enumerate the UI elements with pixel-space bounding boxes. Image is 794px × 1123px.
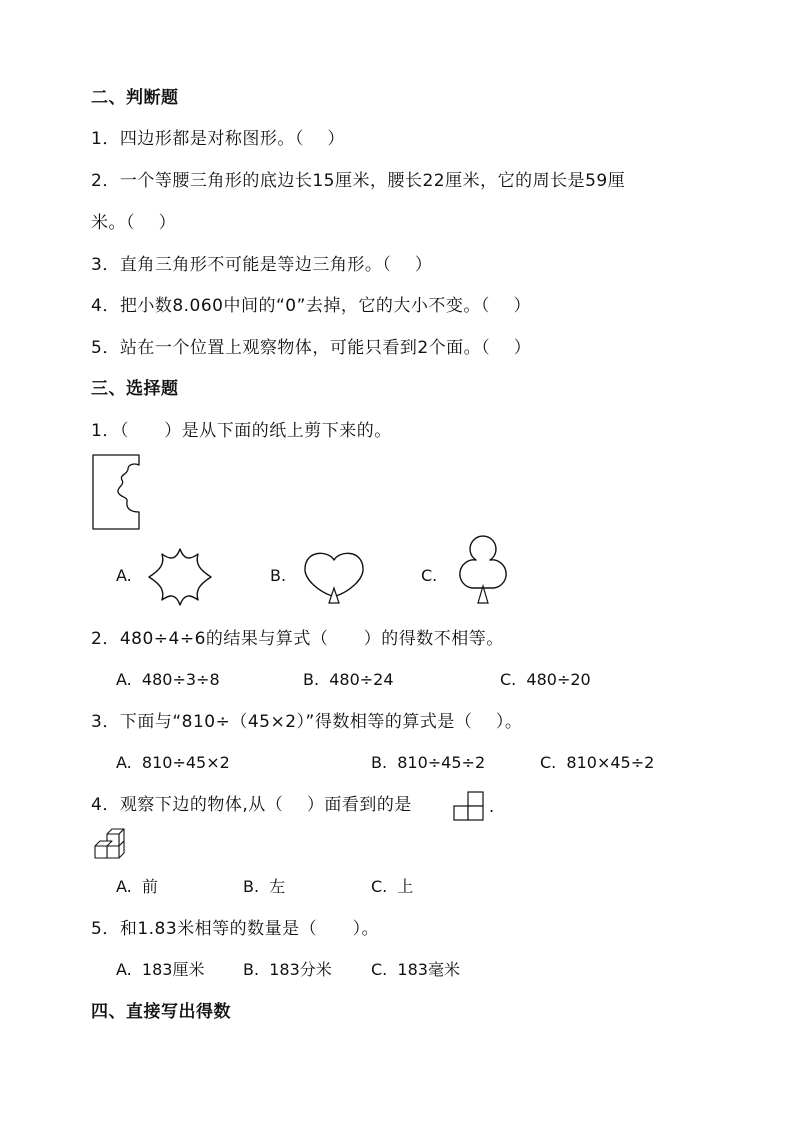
spade-heart-shape: [302, 548, 366, 606]
judge-item-4: 4．把小数8.060中间的“0”去掉，它的大小不变。（ ）: [91, 296, 532, 316]
paper-cutout-figure: [92, 454, 142, 530]
choice-q1-option-a[interactable]: A.: [116, 566, 132, 585]
choice-q4-stem-period: .: [489, 797, 495, 816]
choice-q3-option-b[interactable]: B. 810÷45÷2: [371, 753, 486, 772]
choice-q4-option-c[interactable]: C. 上: [371, 877, 414, 896]
judge-item-2: 2．一个等腰三角形的底边长15厘米，腰长22厘米，它的周长是59厘: [91, 171, 626, 191]
judge-item-1: 1．四边形都是对称图形。（ ）: [91, 129, 345, 149]
choice-q2-stem: 2．480÷4÷6的结果与算式（ ）的得数不相等。: [91, 629, 504, 649]
choice-q3-option-a[interactable]: A. 810÷45×2: [116, 753, 230, 772]
stacked-cubes-figure: [90, 828, 126, 862]
choice-q1-option-b[interactable]: B.: [270, 566, 287, 585]
choice-q1-stem: 1．（ ）是从下面的纸上剪下来的。: [91, 421, 392, 441]
six-point-star-shape: [146, 546, 214, 608]
choice-q2-option-c[interactable]: C. 480÷20: [500, 670, 591, 689]
choice-q5-option-a[interactable]: A. 183厘米: [116, 960, 205, 979]
section-heading-judge: 二、判断题: [91, 88, 179, 108]
club-clover-shape: [452, 542, 514, 608]
choice-q2-option-a[interactable]: A. 480÷3÷8: [116, 670, 220, 689]
judge-item-2-continued: 米。（ ）: [91, 213, 177, 233]
choice-q5-stem: 5．和1.83米相等的数量是（ ）。: [91, 919, 380, 939]
section-heading-calc: 四、直接写出得数: [91, 1002, 231, 1022]
choice-q5-option-b[interactable]: B. 183分米: [243, 960, 332, 979]
choice-q4-stem: 4．观察下边的物体,从（ ）面看到的是: [91, 795, 412, 815]
choice-q1-option-c[interactable]: C.: [421, 566, 438, 585]
choice-q2-option-b[interactable]: B. 480÷24: [303, 670, 394, 689]
choice-q4-option-a[interactable]: A. 前: [116, 877, 158, 896]
choice-q3-option-c[interactable]: C. 810×45÷2: [540, 753, 655, 772]
choice-q3-stem: 3．下面与“810÷（45×2）”得数相等的算式是（ ）。: [91, 712, 523, 732]
judge-item-5: 5．站在一个位置上观察物体，可能只看到2个面。（ ）: [91, 338, 532, 358]
top-view-squares-icon: [453, 791, 485, 821]
section-heading-choice: 三、选择题: [91, 379, 179, 399]
choice-q5-option-c[interactable]: C. 183毫米: [371, 960, 460, 979]
judge-item-3: 3．直角三角形不可能是等边三角形。（ ）: [91, 255, 433, 275]
choice-q4-option-b[interactable]: B. 左: [243, 877, 286, 896]
